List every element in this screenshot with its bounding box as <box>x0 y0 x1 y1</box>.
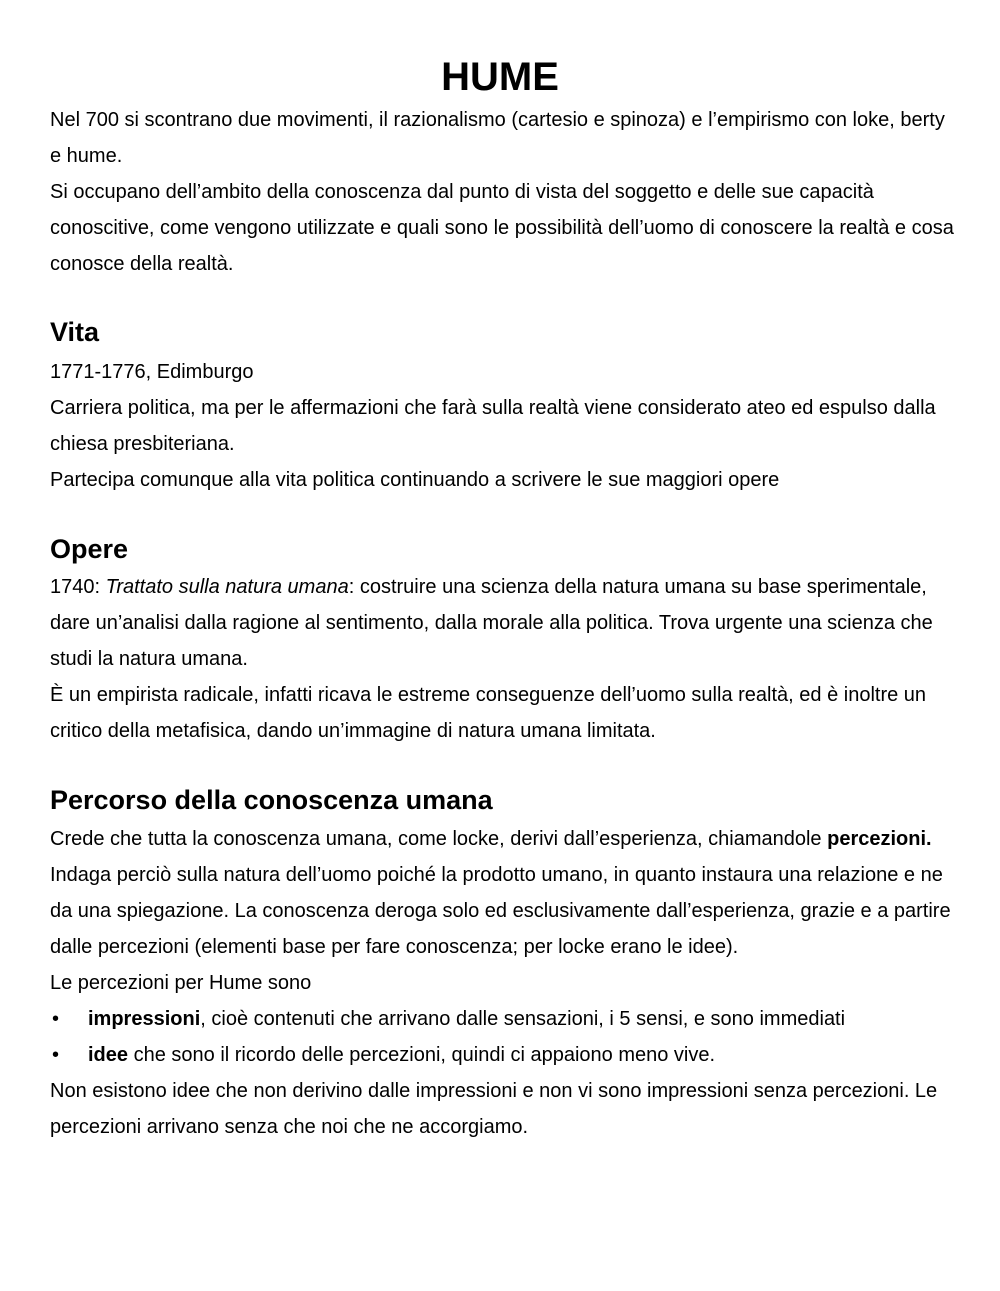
percorso-section <box>50 821 955 1145</box>
percorso-paragraph-4: Non esistono idee che non derivino dalle impressioni e non vi sono impressioni senza percezioni. Le percezioni arrivano senza che noi che ne accorgiamo. <box>50 1080 938 1138</box>
list-item <box>50 1001 955 1037</box>
bullet-icon: • <box>52 1008 60 1030</box>
vita-paragraph-3: Partecipa comunque alla vita politica continuando a scrivere le sue maggiori opere <box>50 469 780 491</box>
opere-year: 1740: <box>50 576 106 598</box>
list-item <box>50 1037 955 1073</box>
percezioni-list <box>50 1001 955 1073</box>
opere-section <box>50 569 955 749</box>
opere-description: : costruire una scienza della natura umana su base sperimentale, dare un’analisi dalla ragione al sentimento, dalla morale alla politica. Trova urgente una scienza che studi la natura umana. <box>50 576 933 670</box>
opere-paragraph-1 <box>50 569 955 677</box>
section-heading-percorso: Percorso della conoscenza umana <box>50 785 493 815</box>
list-item-term: idee <box>88 1044 129 1066</box>
vita-paragraph-2: Carriera politica, ma per le affermazioni che farà sulla realtà viene considerato ateo ed espulso dalla chiesa presbiteriana. <box>50 397 936 455</box>
percorso-paragraph-1-text: Crede che tutta la conoscenza umana, come locke, derivi dall’esperienza, chiamandole <box>50 828 828 850</box>
document-title: HUME <box>441 55 559 99</box>
list-item-text: , cioè contenuti che arrivano dalle sensazioni, i 5 sensi, e sono immediati <box>200 1008 846 1030</box>
vita-dates: 1771-1776, Edimburgo <box>50 361 254 383</box>
list-item-term: impressioni <box>88 1008 201 1030</box>
percorso-term-percezioni: percezioni. <box>827 828 932 850</box>
bullet-icon: • <box>52 1044 60 1066</box>
section-heading-vita: Vita <box>50 317 100 347</box>
intro-paragraph-2: Si occupano dell’ambito della conoscenza dal punto di vista del soggetto e delle sue capacità conoscitive, come vengono utilizzate e quali sono le possibilità dell’uomo di conoscere la realtà e cosa conosce della realtà. <box>50 181 954 275</box>
intro-paragraph-1: Nel 700 si scontrano due movimenti, il razionalismo (cartesio e spinoza) e l’empirismo con loke, berty e hume. <box>50 109 945 167</box>
opere-paragraph-2: È un empirista radicale, infatti ricava le estreme conseguenze dell’uomo sulla realtà, ed è inoltre un critico della metafisica, dando un’immagine di natura umana limitata. <box>50 684 927 742</box>
vita-section <box>50 354 955 498</box>
list-item-text: che sono il ricordo delle percezioni, quindi ci appaiono meno vive. <box>128 1044 716 1066</box>
percorso-paragraph-1 <box>50 821 955 857</box>
percorso-paragraph-3: Le percezioni per Hume sono <box>50 972 312 994</box>
intro-section <box>50 102 955 282</box>
percorso-paragraph-2: Indaga perciò sulla natura dell’uomo poiché la prodotto umano, in quanto instaura una relazione e ne da una spiegazione. La conoscenza deroga solo ed esclusivamente dall’esperienza, grazie e a partire dalle percezioni (elementi base per fare conoscenza; per locke erano le idee). <box>50 864 951 958</box>
section-heading-opere: Opere <box>50 534 129 564</box>
opere-work-title: Trattato sulla natura umana <box>105 576 349 598</box>
